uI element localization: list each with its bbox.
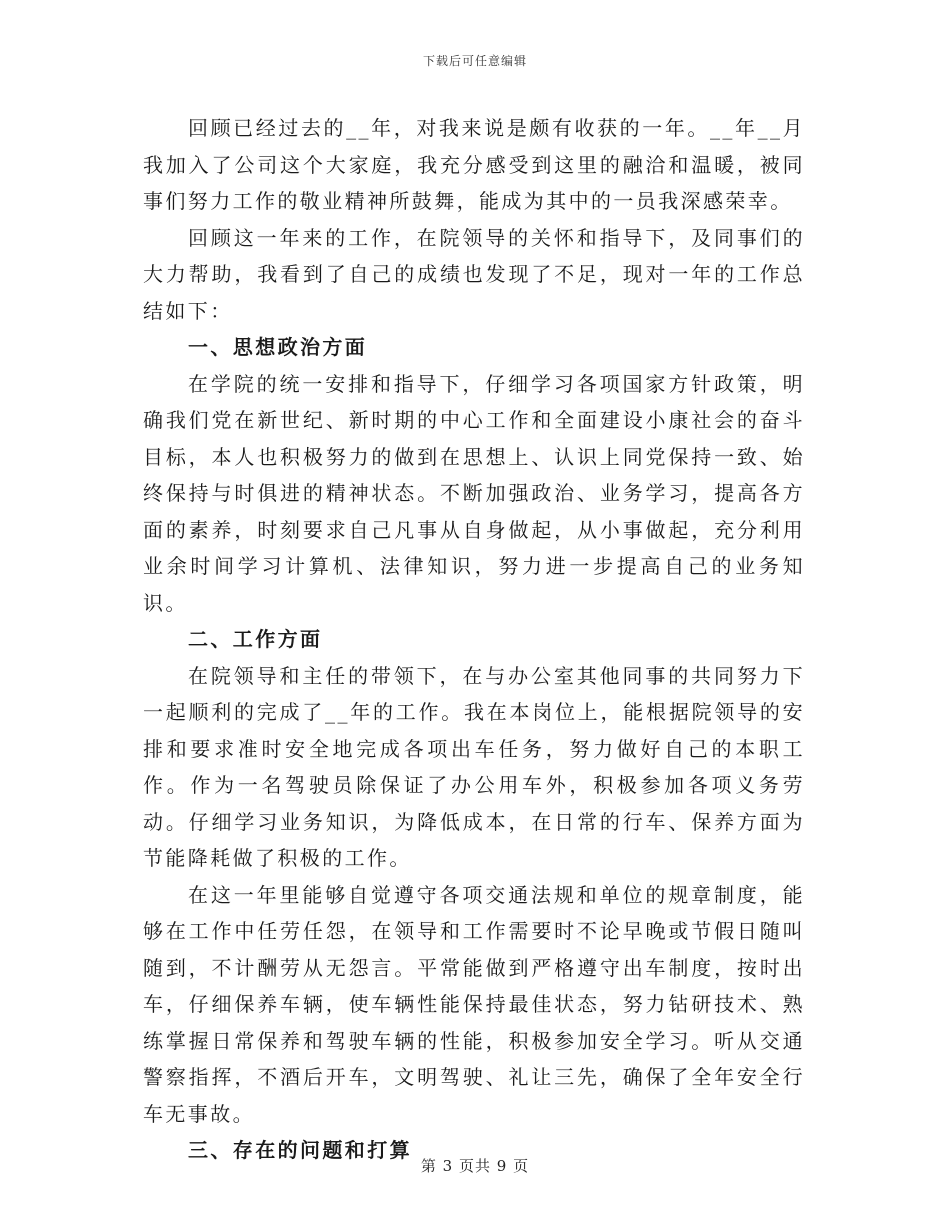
paragraph-ideology: 在学院的统一安排和指导下，仔细学习各项国家方针政策，明确我们党在新世纪、新时期的中心工作和全面建设小康社会的奋斗目标，本人也积极努力的做到在思想上、认识上同党保持一致、始终保持与时俱进的精神状态。不断加强政治、业务学习，提高各方面的素养，时刻要求自己凡事从自身做起，从小事做起，充分利用业余时间学习计算机、法律知识，努力进一步提高自己的业务知识。 bbox=[143, 371, 805, 615]
document-body bbox=[143, 110, 805, 1169]
section-heading-problems: 三、存在的问题和打算 bbox=[188, 1138, 412, 1162]
paragraph-intro: 回顾已经过去的__年，对我来说是颇有收获的一年。__年__月我加入了公司这个大家庭，我充分感受到这里的融洽和温暖，被同事们努力工作的敬业精神所鼓舞，能成为其中的一员我深感荣幸。 bbox=[143, 116, 805, 213]
section-heading-ideology: 一、思想政治方面 bbox=[188, 335, 368, 359]
section-heading-work: 二、工作方面 bbox=[188, 627, 323, 651]
paragraph-safety: 在这一年里能够自觉遵守各项交通法规和单位的规章制度，能够在工作中任劳任怨，在领导和工作需要时不论早晚或节假日随叫随到，不计酬劳从无怨言。平常能做到严格遵守出车制度，按时出车，仔细保养车辆，使车辆性能保持最佳状态，努力钻研技术、熟练掌握日常保养和驾驶车辆的性能，积极参加安全学习。听从交通警察指挥，不酒后开车，文明驾驶、礼让三先，确保了全年安全行车无事故。 bbox=[143, 882, 805, 1126]
paragraph-work: 在院领导和主任的带领下，在与办公室其他同事的共同努力下一起顺利的完成了__年的工作。我在本岗位上，能根据院领导的安排和要求准时安全地完成各项出车任务，努力做好自己的本职工作。作为一名驾驶员除保证了办公用车外，积极参加各项义务劳动。仔细学习业务知识，为降低成本，在日常的行车、保养方面为节能降耗做了积极的工作。 bbox=[143, 663, 805, 870]
page-header: 下载后可任意编辑 bbox=[422, 54, 527, 68]
paragraph-review: 回顾这一年来的工作，在院领导的关怀和指导下，及同事们的大力帮助，我看到了自己的成绩也发现了不足，现对一年的工作总结如下： bbox=[143, 225, 805, 323]
page-number: 第 3 页共 9 页 bbox=[420, 1157, 530, 1175]
